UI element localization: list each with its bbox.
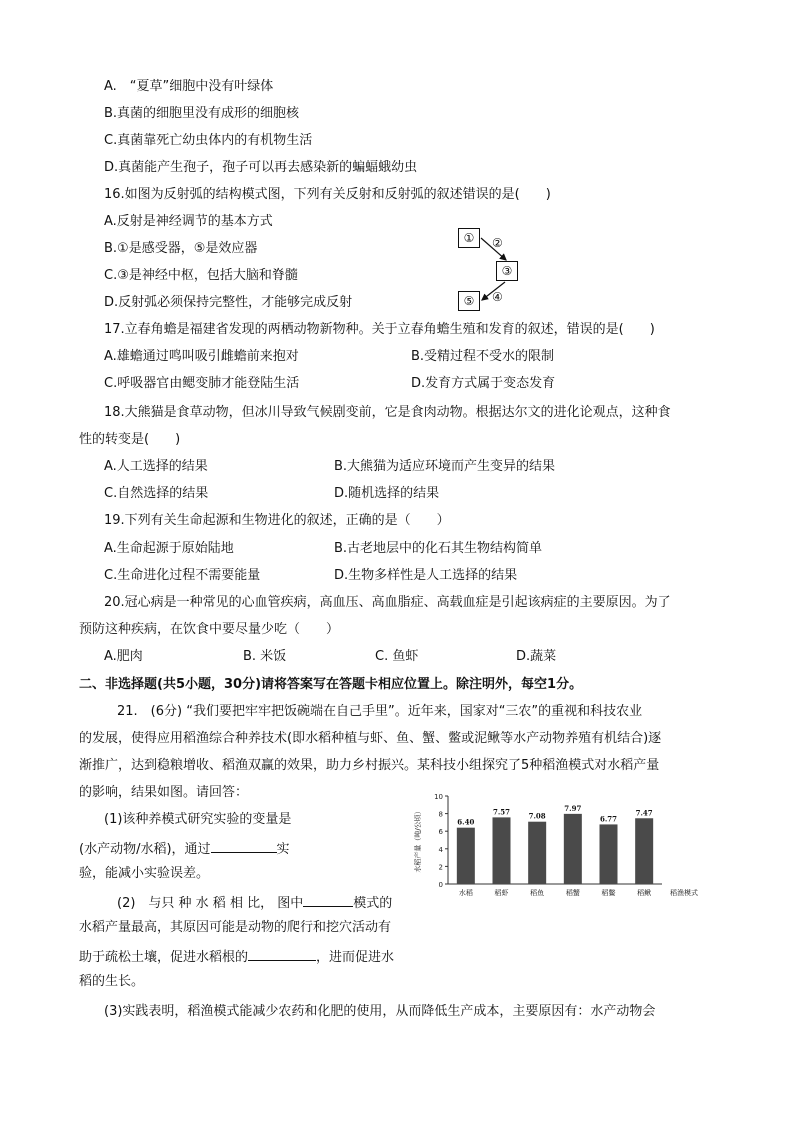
- reflex-arc-diagram: [450, 220, 540, 320]
- y-tick-label: 10: [434, 793, 443, 801]
- q21-sub2-text2: 模式的: [353, 896, 393, 911]
- q15-option-a: A. “夏草”细胞中没有叶绿体: [104, 79, 274, 94]
- q17-option-b: B.受精过程不受水的限制: [411, 349, 555, 364]
- q17-option-c: C.呼吸器官由鳃变肺才能登陆生活: [104, 376, 300, 391]
- q19-option-a: A.生命起源于原始陆地: [104, 541, 234, 556]
- y-tick-label: 6: [438, 828, 443, 837]
- q20-option-b: B. 米饭: [243, 649, 287, 664]
- y-tick-label: 4: [438, 845, 443, 854]
- center-node: ③: [496, 261, 518, 281]
- q16-option-b: B.①是感受器，⑤是效应器: [104, 241, 258, 256]
- x-axis-title: 稻渔模式: [670, 889, 698, 897]
- value-label: 7.47: [635, 808, 653, 818]
- category-label: 水稻: [458, 889, 473, 897]
- y-tick-label: 8: [438, 810, 443, 819]
- y-tick-label: 0: [438, 881, 443, 889]
- category-label: 稻鳖: [601, 889, 616, 897]
- category-label: 稻鳅: [637, 889, 652, 897]
- q15-option-b: B.真菌的细胞里没有成形的细胞核: [104, 106, 300, 121]
- q21-sub2-line1: [117, 892, 392, 913]
- q16-option-c: C.③是神经中枢，包括大脑和脊髓: [104, 268, 298, 283]
- y-axis-title: 水稻产量（吨/公顷）: [414, 807, 422, 873]
- reflex-arc-arrows: [450, 220, 540, 320]
- q20-option-d: D.蔬菜: [516, 649, 557, 664]
- value-label: 6.77: [599, 814, 618, 824]
- efferent-label: ④: [492, 290, 503, 304]
- q18-option-c: C.自然选择的结果: [104, 486, 209, 501]
- q21-sub1-text2: (水产动物/水稻)，通过: [79, 842, 211, 857]
- q21-para-line1: 21. (6分) “我们要把牢牢把饭碗端在自己手里”。近年来，国家对“三农”的重视和科技农业: [117, 704, 643, 719]
- q19-option-c: C.生命进化过程不需要能量: [104, 568, 261, 583]
- q19-option-d: D.生物多样性是人工选择的结果: [334, 568, 518, 583]
- q17-option-a: A.雄蟾通过鸣叫吸引雌蟾前来抱对: [104, 349, 299, 364]
- q17-option-d: D.发育方式属于变态发育: [411, 376, 556, 391]
- q16-option-a: A.反射是神经调节的基本方式: [104, 214, 273, 229]
- value-label: 7.97: [564, 803, 582, 813]
- category-label: 稻虾: [494, 889, 509, 897]
- q21-sub2-line2: 水稻产量最高，其原因可能是动物的爬行和挖穴活动有: [79, 920, 392, 935]
- bar-稻虾: [493, 817, 511, 884]
- y-tick-label: 2: [438, 863, 443, 872]
- bar-稻蟹: [564, 814, 582, 884]
- effector-node: ⑤: [458, 291, 480, 311]
- q16-option-d: D.反射弧必须保持完整性，才能够完成反射: [104, 295, 353, 310]
- bar-稻鳅: [635, 818, 653, 884]
- value-label: 7.57: [492, 807, 511, 817]
- q16-stem: 16.如图为反射弧的结构模式图，下列有关反射和反射弧的叙述错误的是( ): [104, 187, 551, 202]
- section-heading: 二、非选择题(共5小题，30分)请将答案写在答题卡相应位置上。除注明外，每空1分。: [79, 677, 583, 692]
- yield-bar-chart: [410, 785, 710, 905]
- q15-option-d: D.真菌能产生孢子，孢子可以再去感染新的蝙蝠蛾幼虫: [104, 160, 418, 175]
- afferent-label: ②: [492, 236, 503, 250]
- q19-option-b: B.古老地层中的化石其生物结构简单: [334, 541, 543, 556]
- q20-stem-line2: 预防这种疾病，在饮食中要尽量少吃（ ）: [79, 622, 340, 637]
- q21-sub1-text3: 实: [276, 842, 290, 857]
- category-label: 稻蟹: [565, 889, 580, 897]
- q20-option-a: A.肥肉: [104, 649, 143, 664]
- bar-水稻: [457, 828, 475, 884]
- q18-option-d: D.随机选择的结果: [334, 486, 440, 501]
- q21-para-line3: 渐推广，达到稳粮增收、稻渔双赢的效果，助力乡村振兴。某科技小组探究了5种稻渔模式对水稻产量: [79, 758, 660, 773]
- q21-sub2-text3: 助于疏松土壤，促进水稻根的: [79, 950, 249, 965]
- category-label: 稻鱼: [530, 889, 545, 897]
- bar-稻鱼: [528, 822, 546, 884]
- q18-option-a: A.人工选择的结果: [104, 459, 208, 474]
- q15-option-c: C.真菌靠死亡幼虫体内的有机物生活: [104, 133, 313, 148]
- q21-sub1-text: (1)该种养模式研究实验的变量是: [104, 812, 292, 827]
- answer-blank-3[interactable]: [248, 946, 316, 961]
- answer-blank-2[interactable]: [303, 892, 353, 907]
- q21-sub1-line2: [79, 838, 290, 859]
- q21-sub2-text4: ，进而促进水: [316, 950, 395, 965]
- q17-stem: 17.立春角蟾是福建省发现的两栖动物新物种。关于立春角蟾生殖和发育的叙述，错误的是( ): [104, 322, 655, 337]
- bar-稻鳖: [600, 824, 618, 884]
- answer-blank-1[interactable]: [211, 838, 277, 853]
- q21-sub1-line3: 验，能减小实验误差。: [79, 866, 210, 881]
- q21-para-line4: 的影响，结果如图。请回答：: [79, 785, 249, 800]
- q21-sub2-line4: 稻的生长。: [79, 974, 145, 989]
- q18-stem-line1: 18.大熊猫是食草动物，但冰川导致气候剧变前，它是食肉动物。根据达尔文的进化论观点，这种食: [104, 405, 671, 420]
- q18-stem-line2: 性的转变是( ): [79, 432, 181, 447]
- q20-option-c: C. 鱼虾: [375, 649, 419, 664]
- q21-sub1-line1: [104, 811, 291, 829]
- value-label: 7.08: [528, 811, 546, 821]
- q21-sub2-text: (2) 与只 种 水 稻 相 比， 图中: [117, 896, 304, 911]
- q21-sub2-line3: [79, 946, 394, 967]
- q21-para-line2: 的发展，使得应用稻渔综合种养技术(即水稻种植与虾、鱼、蟹、鳖或泥鳅等水产动物养殖有机结合)逐: [79, 731, 662, 746]
- q19-stem: 19.下列有关生命起源和生物进化的叙述，正确的是（ ）: [104, 513, 450, 528]
- q18-option-b: B.大熊猫为适应环境而产生变异的结果: [334, 459, 556, 474]
- value-label: 6.40: [457, 817, 475, 827]
- q21-sub3-line1: (3)实践表明，稻渔模式能减少农药和化肥的使用，从而降低生产成本，主要原因有：水产动物会: [104, 1004, 656, 1019]
- receptor-node: ①: [458, 228, 480, 248]
- q20-stem-line1: 20.冠心病是一种常见的心血管疾病，高血压、高血脂症、高载血症是引起该病症的主要原因。为了: [104, 595, 671, 610]
